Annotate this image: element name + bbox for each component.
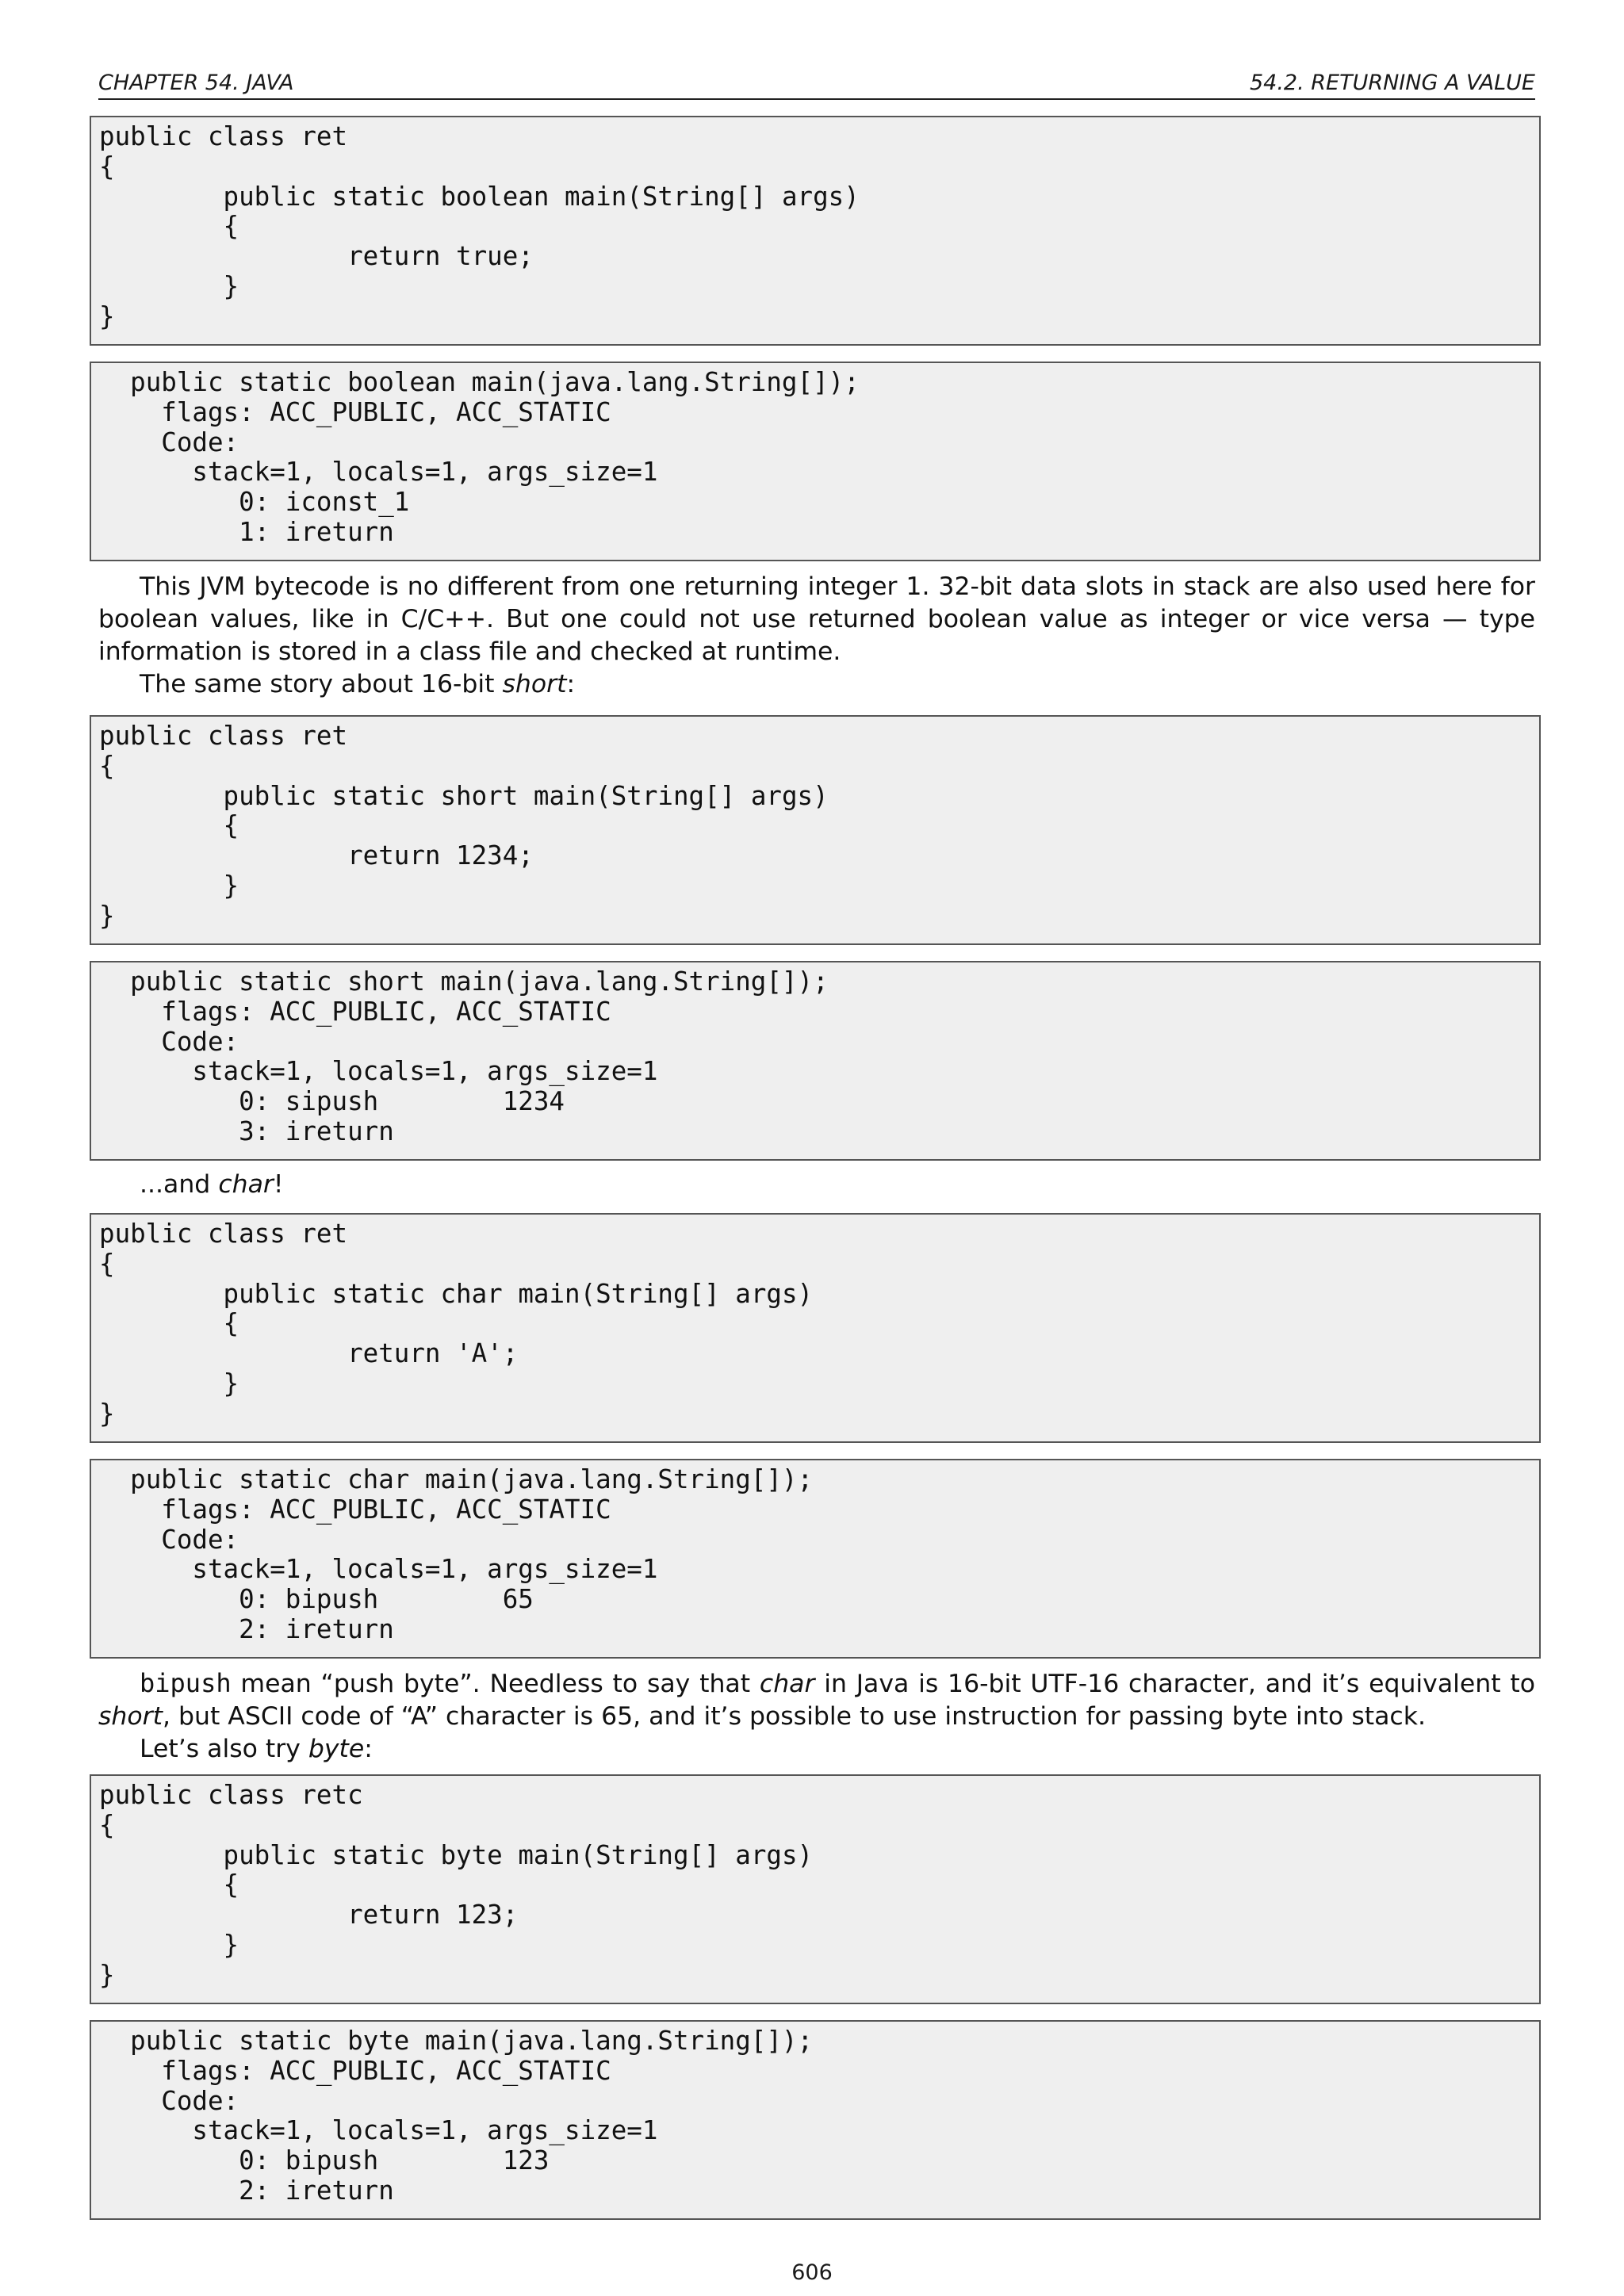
emphasis-byte: byte (308, 1735, 365, 1763)
paragraph-bipush-explanation (98, 1667, 1535, 1733)
text-run: Let’s also try (140, 1735, 308, 1763)
code-block-bytecode-byte: public static byte main(java.lang.String[]); flags: ACC_PUBLIC, ACC_STATIC Code: stack=1, locals=1, args_size=1 0: bipush 123 2: ireturn (90, 2020, 1541, 2220)
text-run: : (364, 1735, 373, 1763)
emphasis-short: short (98, 1702, 163, 1731)
running-header (98, 70, 1535, 100)
text-run: : (566, 670, 576, 698)
code-block-bytecode-short: public static short main(java.lang.String[]); flags: ACC_PUBLIC, ACC_STATIC Code: stack=1, locals=1, args_size=1 0: sipush 1234 3: ireturn (90, 961, 1541, 1161)
chapter-title: CHAPTER 54. JAVA (98, 71, 294, 95)
code-block-java-boolean: public class ret { public static boolean main(String[] args) { return true; } } (90, 116, 1541, 346)
page-number: 606 (791, 2260, 833, 2285)
section-title: 54.2. RETURNING A VALUE (1249, 71, 1535, 95)
paragraph-char-intro (98, 1169, 1535, 1201)
paragraph-boolean-explanation: This JVM bytecode is no different from one returning integer 1. 32-bit data slots in stack are also used here for boolean values, like in C/C++. But one could not use returned boolean value as integer or vice versa — type information is stored in a class file and checked at runtime. (98, 572, 1535, 666)
code-block-java-char: public class ret { public static char main(String[] args) { return 'A'; } } (90, 1213, 1541, 1443)
code-block-java-short: public class ret { public static short main(String[] args) { return 1234; } } (90, 715, 1541, 945)
text-run: ...and (140, 1170, 219, 1199)
text-run: in Java is 16-bit UTF-16 character, and it’s equivalent to (814, 1670, 1535, 1698)
emphasis-char: char (218, 1170, 274, 1199)
text-run: , but ASCII code of “A” character is 65, and it’s possible to use instruction for passing byte into stack. (162, 1702, 1426, 1731)
emphasis-short: short (502, 670, 567, 698)
code-block-bytecode-boolean: public static boolean main(java.lang.String[]); flags: ACC_PUBLIC, ACC_STATIC Code: stack=1, locals=1, args_size=1 0: iconst_1 1: ireturn (90, 362, 1541, 561)
code-block-java-byte: public class retc { public static byte main(String[] args) { return 123; } } (90, 1774, 1541, 2004)
text-run: The same story about 16-bit (140, 670, 503, 698)
paragraph-short-intro (98, 668, 1535, 701)
text-run: ! (273, 1170, 284, 1199)
paragraph-byte-intro (98, 1733, 1535, 1766)
emphasis-char: char (759, 1670, 815, 1698)
text-run: mean “push byte”. Needless to say that (231, 1670, 760, 1698)
code-block-bytecode-char: public static char main(java.lang.String[]); flags: ACC_PUBLIC, ACC_STATIC Code: stack=1, locals=1, args_size=1 0: bipush 65 2: ireturn (90, 1459, 1541, 1659)
inline-code-bipush: bipush (140, 1668, 232, 1698)
